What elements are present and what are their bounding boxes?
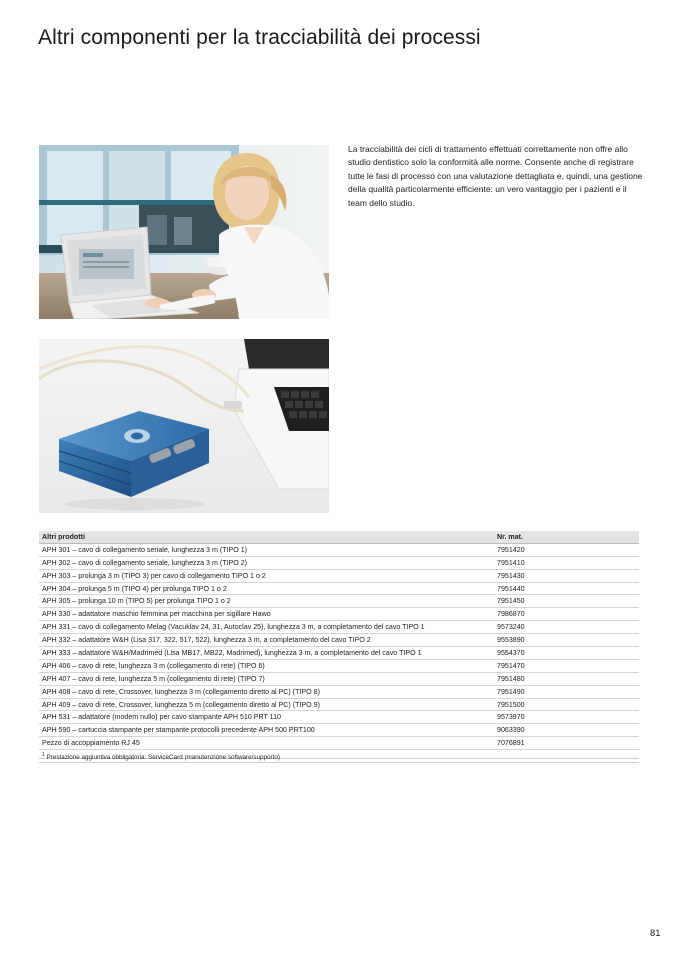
row-product: APH 409 – cavo di rete, Crossover, lunghezza 5 m (collegamento diretto al PC) (TIPO 9) (39, 698, 494, 711)
row-code: 7951440 (494, 582, 639, 595)
row-code: 9573970 (494, 711, 639, 724)
row-code: 7951420 (494, 543, 639, 556)
row-code: 7951480 (494, 672, 639, 685)
row-code: 7076891 (494, 737, 639, 750)
footnote-divider (39, 762, 639, 763)
photo-interface-box-illustration (39, 339, 329, 513)
row-product: APH 531 – adattatore (modem nullo) per cavo stampante APH 510 PRT 110 (39, 711, 494, 724)
row-code: 9063390 (494, 724, 639, 737)
page-number: 81 (650, 928, 661, 939)
table-footnote (42, 752, 280, 761)
row-code: 7951450 (494, 595, 639, 608)
footnote-text: Prestazione aggiuntiva obbligatoria: ServiceCard (manutenzione software/supporto) (46, 754, 280, 762)
row-product: APH 331 – cavo di collegamento Melag (Vacuklav 24, 31, Autoclav 25), lunghezza 3 m, a completamento del cavo TIPO 1 (39, 621, 494, 634)
row-code: 7986870 (494, 608, 639, 621)
row-product: APH 305 – prolunga 10 m (TIPO 5) per prolunga TIPO 1 o 2 (39, 595, 494, 608)
row-code: 9573240 (494, 621, 639, 634)
header-product: Altri prodotti (39, 531, 494, 543)
table-row (39, 698, 639, 711)
table-row (39, 724, 639, 737)
row-code: 9553890 (494, 634, 639, 647)
table-row (39, 556, 639, 569)
table-row (39, 647, 639, 660)
page-title: Altri componenti per la tracciabilità dei processi (38, 26, 481, 49)
row-product: APH 301 – cavo di collegamento seriale, lunghezza 3 m (TIPO 1) (39, 543, 494, 556)
table-row (39, 672, 639, 685)
row-code: 9554370 (494, 647, 639, 660)
table-row (39, 621, 639, 634)
row-product: APH 303 – prolunga 3 m (TIPO 3) per cavo di collegamento TIPO 1 o 2 (39, 569, 494, 582)
table-row (39, 737, 639, 750)
row-code: 7951410 (494, 556, 639, 569)
products-table (39, 531, 639, 762)
table-header-row (39, 531, 639, 543)
photo-interface-box (39, 339, 329, 513)
row-product: APH 590 – cartuccia stampante per stampante protocolli precedente APH 500 PRT100 (39, 724, 494, 737)
table-row (39, 634, 639, 647)
table-row (39, 595, 639, 608)
table-row (39, 685, 639, 698)
row-code: 7951500 (494, 698, 639, 711)
header-code: Nr. mat. (494, 531, 639, 543)
row-product: APH 408 – cavo di rete, Crossover, lunghezza 3 m (collegamento diretto al PC) (TIPO 8) (39, 685, 494, 698)
table-row (39, 608, 639, 621)
row-product: APH 333 – adattatore W&H/Madrimed (Lisa MB17, MB22, Madrimed), lunghezza 3 m, a completamento del cavo TIPO 1 (39, 647, 494, 660)
row-code: 7951430 (494, 569, 639, 582)
row-product: APH 406 – cavo di rete, lunghezza 3 m (collegamento di rete) (TIPO 6) (39, 659, 494, 672)
table-row (39, 582, 639, 595)
photo-woman-at-laptop-illustration (39, 145, 329, 319)
row-product: APH 407 – cavo di rete, lunghezza 5 m (collegamento di rete) (TIPO 7) (39, 672, 494, 685)
row-code: 7951490 (494, 685, 639, 698)
footnote-mark: 1 (42, 752, 45, 758)
photo-woman-at-laptop (39, 145, 329, 319)
row-code: 7951470 (494, 659, 639, 672)
table-row (39, 659, 639, 672)
row-product: APH 332 – adattatore W&H (Lisa 317, 322, 517, 522), lunghezza 3 m, a completamento del cavo TIPO 2 (39, 634, 494, 647)
row-product: APH 330 – adattatore maschio femmina per macchina per sigillare Hawo (39, 608, 494, 621)
row-product: Pezzo di accoppiamento RJ 45 (39, 737, 494, 750)
table-row (39, 543, 639, 556)
row-product: APH 304 – prolunga 5 m (TIPO 4) per prolunga TIPO 1 o 2 (39, 582, 494, 595)
table-row (39, 711, 639, 724)
row-product: APH 302 – cavo di collegamento seriale, lunghezza 3 m (TIPO 2) (39, 556, 494, 569)
intro-paragraph: La tracciabilità dei cicli di trattamento effettuati correttamente non offre allo studio dentistico solo la conformità alle norme. Consente anche di registrare tutte le fasi di processo con una valutazione dettagliata e, quindi, una gestione della qualità particolarmente efficiente: un vero vantaggio per i pazienti e il team dello studio. (348, 144, 643, 208)
table-row (39, 569, 639, 582)
